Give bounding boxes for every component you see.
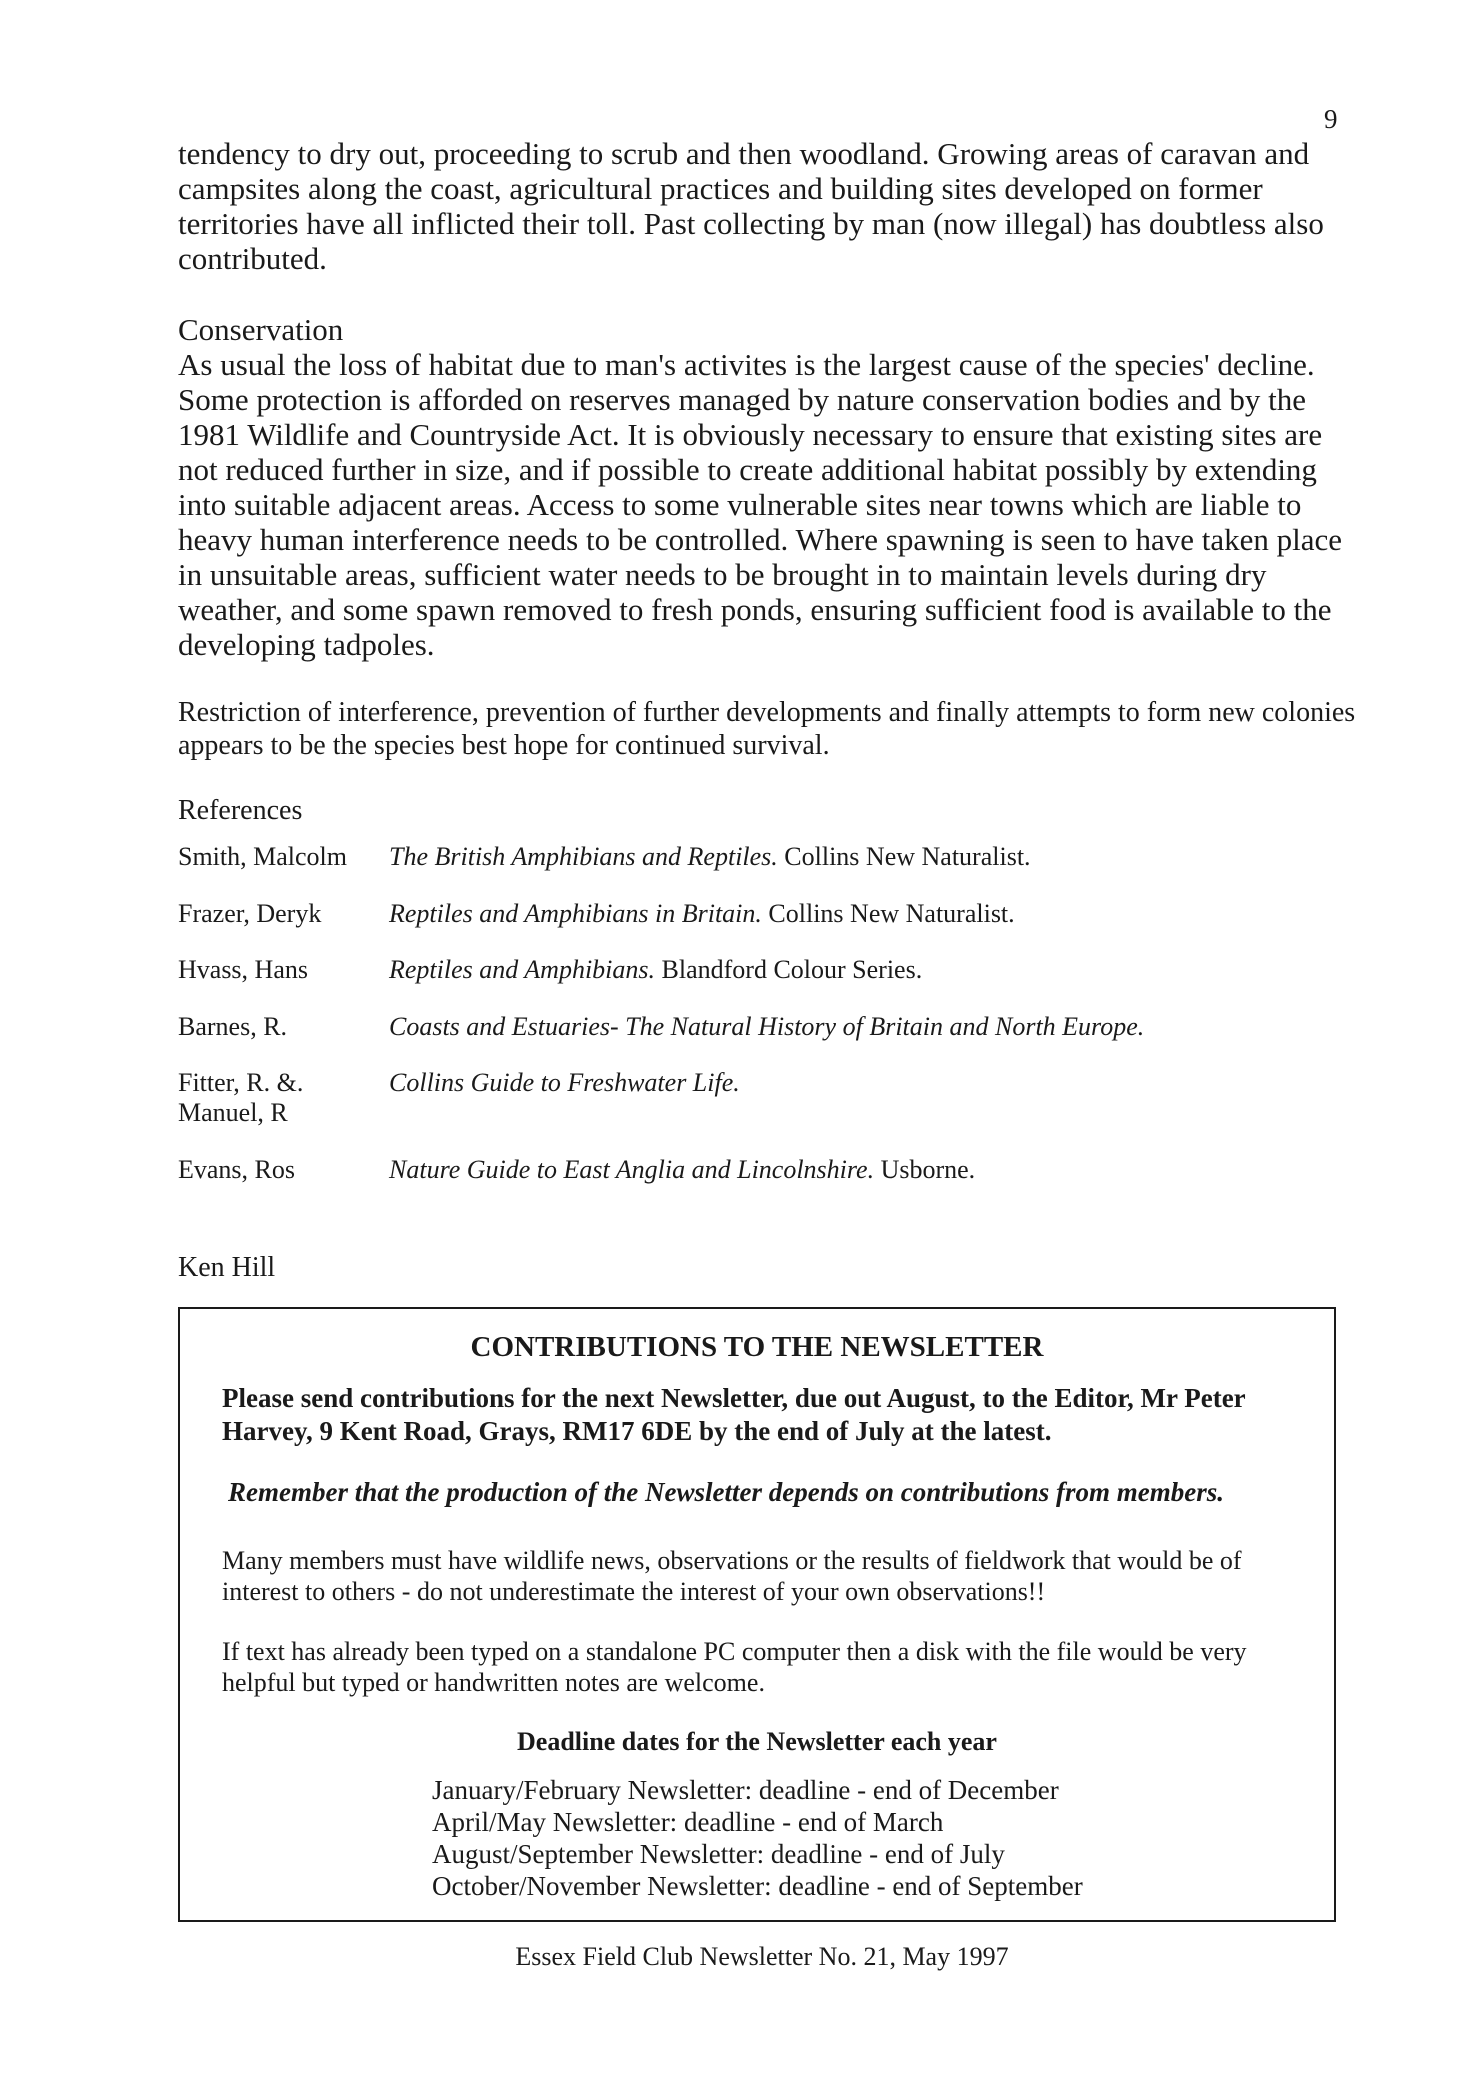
references-heading: References xyxy=(178,795,303,826)
restriction-paragraph: Restriction of interference, prevention of further developments and finally attempts to form new colonies appears to be the species best hope for continued survival. xyxy=(178,697,1356,761)
deadline-item: October/November Newsletter: deadline - end of September xyxy=(432,1871,1083,1901)
reference-author: Fitter, R. &. Manuel, R xyxy=(178,1068,304,1127)
reference-work xyxy=(389,899,1329,929)
reference-work xyxy=(389,842,1329,872)
reference-work xyxy=(389,955,1329,985)
reference-title: Reptiles and Amphibians in Britain. xyxy=(389,899,762,928)
intro-paragraph: tendency to dry out, proceeding to scrub and then woodland. Growing areas of caravan and campsites along the coast, agricultural practices and building sites developed on former territories have all inflicted their toll. Past collecting by man (now illegal) has doubtless also contributed. xyxy=(178,136,1324,276)
reference-title: Collins Guide to Freshwater Life. xyxy=(389,1068,740,1097)
reference-publisher: Collins New Naturalist. xyxy=(777,842,1031,871)
contributions-title: CONTRIBUTIONS TO THE NEWSLETTER xyxy=(470,1331,1044,1363)
deadline-heading: Deadline dates for the Newsletter each year xyxy=(517,1727,997,1756)
reference-author: Hvass, Hans xyxy=(178,955,308,984)
contributions-request: Please send contributions for the next Newsletter, due out August, to the Editor, Mr Peter Harvey, 9 Kent Road, Grays, RM17 6DE by the end of July at the latest. xyxy=(222,1383,1246,1446)
page-footer: Essex Field Club Newsletter No. 21, May 1997 xyxy=(515,1942,1009,1971)
reference-title: Reptiles and Amphibians. xyxy=(389,955,656,984)
reference-publisher: Collins New Naturalist. xyxy=(761,899,1015,928)
reference-author: Barnes, R. xyxy=(178,1012,288,1041)
reference-title: Coasts and Estuaries- The Natural History of Britain and North Europe. xyxy=(389,1012,1145,1041)
reference-author: Evans, Ros xyxy=(178,1155,295,1184)
reference-work xyxy=(389,1155,1329,1185)
contributions-paragraph: If text has already been typed on a standalone PC computer then a disk with the file would be very helpful but typed or handwritten notes are welcome. xyxy=(222,1637,1247,1697)
reference-publisher: Usborne. xyxy=(874,1155,976,1184)
reference-title: Nature Guide to East Anglia and Lincolnshire. xyxy=(389,1155,875,1184)
contributions-paragraph: Many members must have wildlife news, observations or the results of fieldwork that would be of interest to others - do not underestimate the interest of your own observations!! xyxy=(222,1546,1242,1606)
deadline-list xyxy=(432,1774,1212,1902)
reference-publisher: Blandford Colour Series. xyxy=(655,955,923,984)
reference-title: The British Amphibians and Reptiles. xyxy=(389,842,778,871)
deadline-item: January/February Newsletter: deadline - end of December xyxy=(432,1775,1059,1805)
conservation-paragraph: As usual the loss of habitat due to man's activites is the largest cause of the species' decline. Some protection is afforded on reserves managed by nature conservation bodies and by the 1981 Wildlife and Countryside Act. It is obviously necessary to ensure that existing sites are not reduced further in size, and if possible to create additional habitat possibly by extending into suitable adjacent areas. Access to some vulnerable sites near towns which are liable to heavy human interference needs to be controlled. Where spawning is seen to have taken place in unsuitable areas, sufficient water needs to be brought in to maintain levels during dry weather, and some spawn removed to fresh ponds, ensuring sufficient food is available to the developing tadpoles. xyxy=(178,347,1343,662)
contributions-box xyxy=(178,1307,1336,1922)
contributions-reminder: Remember that the production of the Newsletter depends on contributions from members. xyxy=(228,1477,1225,1507)
deadline-item: August/September Newsletter: deadline - end of July xyxy=(432,1839,1005,1869)
conservation-heading: Conservation xyxy=(178,312,344,347)
page-number: 9 xyxy=(1324,104,1338,134)
reference-work xyxy=(389,1012,1329,1042)
reference-work xyxy=(389,1068,1329,1098)
deadline-item: April/May Newsletter: deadline - end of March xyxy=(432,1807,944,1837)
reference-author: Smith, Malcolm xyxy=(178,842,347,871)
reference-author: Frazer, Deryk xyxy=(178,899,322,928)
author-signature: Ken Hill xyxy=(178,1252,276,1283)
